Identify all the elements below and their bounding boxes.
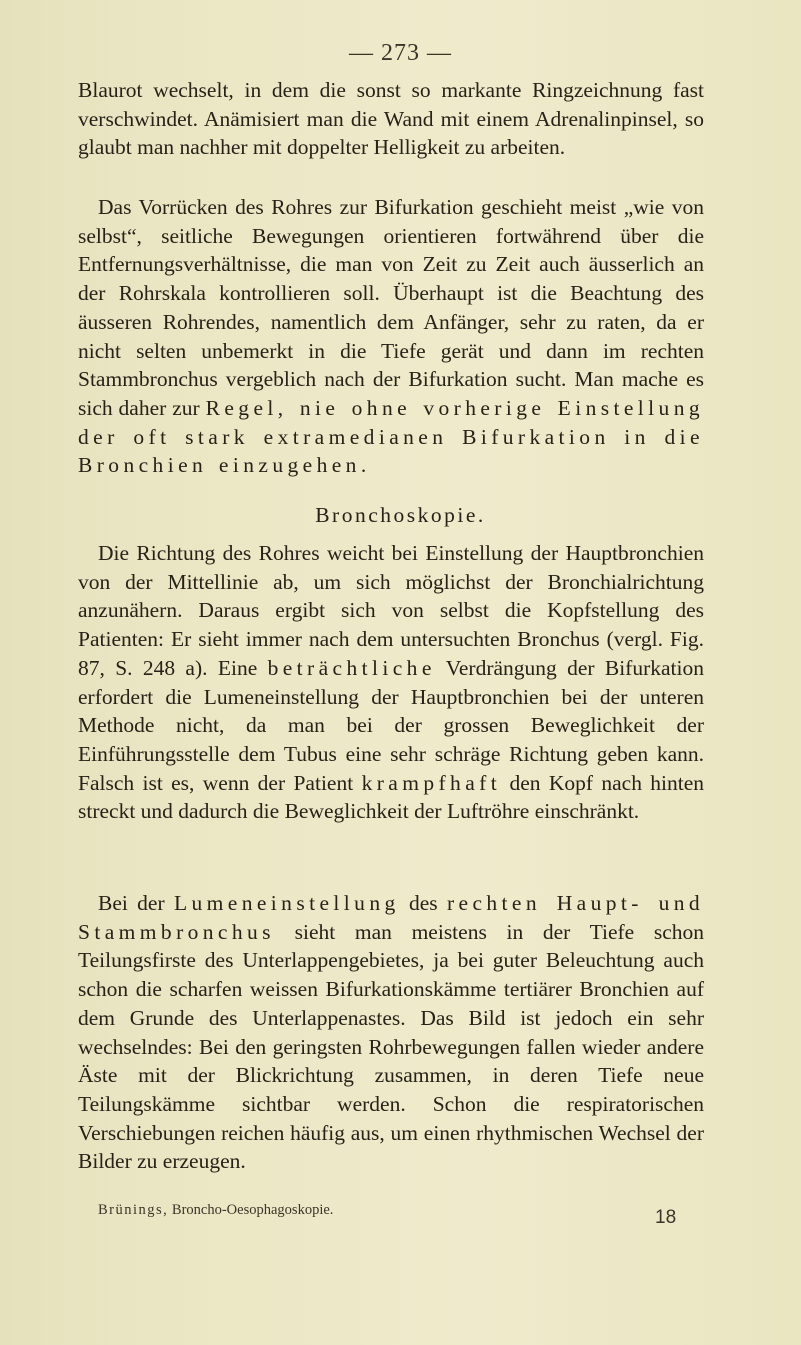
emphasized-text: krampfhaft: [361, 770, 502, 795]
paragraph-bifurcation: [78, 193, 704, 480]
footer-book-title: [98, 1202, 333, 1219]
paragraph-direction: [78, 539, 704, 826]
footer-title: Broncho-Oesophagoskopie.: [171, 1202, 334, 1218]
paragraph-text: Die Richtung des Rohres weicht bei Einstellung der Hauptbronchien von der Mittellinie ab, um sich möglichst der Bronchialrichtung anzunähern. Daraus ergibt sich von selbst die Kopfstellung des Patienten: Er sieht immer nach dem untersuchten Bronchus (vergl. Fig. 87, S. 248 a). Eine: [78, 541, 704, 680]
section-heading: Bronchoskopie.: [315, 503, 486, 527]
emphasized-text: beträchtliche: [267, 655, 436, 680]
paragraph-text: Blaurot wechselt, in dem die sonst so markante Ringzeichnung fast verschwindet. Anämisiert man die Wand mit einem Adrenalinpinsel, so glaubt man nachher mit doppelter Helligkeit zu arbeiten.: [78, 78, 704, 160]
paragraph-intro: [78, 76, 704, 162]
emphasized-text: Regel, nie ohne vorherige Einstellung der oft stark extramedianen Bifurkation in die Bronchien einzugehen.: [78, 395, 704, 478]
paragraph-text: Verdrängung der Bifurkation erfordert die Lumeneinstellung der Hauptbronchien bei der unteren Methode nicht, da man bei der grossen Beweglichkeit der Einführungsstelle dem Tubus eine sehr schräge Richtung geben kann. Falsch ist es, wenn der Patient: [78, 655, 704, 795]
footer-author: Brünings,: [98, 1202, 169, 1218]
paragraph-text: des: [408, 891, 438, 915]
emphasized-text: Lumeneinstellung: [173, 891, 400, 915]
emphasized-text: rechten Haupt- und Stammbronchus: [78, 891, 705, 944]
paragraph-text: sieht man meistens in der Tiefe schon Teilungsfirste des Unterlappengebietes, ja bei guter Beleuchtung auch schon die scharfen weissen Bifurkationskämme tertiärer Bronchien auf dem Grunde des Unterlappenastes. Das Bild ist jedoch ein sehr wechselndes: Bei den geringsten Rohrbewegungen fallen wieder andere Äste mit der Blickrichtung zusammen, in deren Tiefe neue Teilungskämme sichtbar werden. Schon die respiratorischen Verschiebungen reichen häufig aus, um einen rhythmischen Wechsel der Bilder zu erzeugen.: [78, 919, 705, 1174]
signature-mark: 18: [655, 1207, 677, 1228]
page-number: — 273 —: [349, 40, 452, 66]
paragraph-text: Bei der: [98, 891, 165, 915]
paragraph-lumen: [78, 889, 704, 1176]
paragraph-text: den Kopf nach hinten streckt und dadurch die Beweglichkeit der Luftröhre einschränkt.: [78, 770, 705, 824]
paragraph-text: Das Vorrücken des Rohres zur Bifurkation geschieht meist „wie von selbst“, seitliche Bewegungen orientieren fortwährend über die Entfernungsverhältnisse, die man von Zeit zu Zeit auch äusserlich an der Rohrskala kontrollieren soll. Überhaupt ist die Beachtung des äusseren Rohrendes, namentlich dem Anfänger, sehr zu raten, da er nicht selten unbemerkt in die Tiefe gerät und dann im rechten Stammbronchus vergeblich nach der Bifurkation sucht. Man mache es sich daher zur: [78, 195, 704, 420]
